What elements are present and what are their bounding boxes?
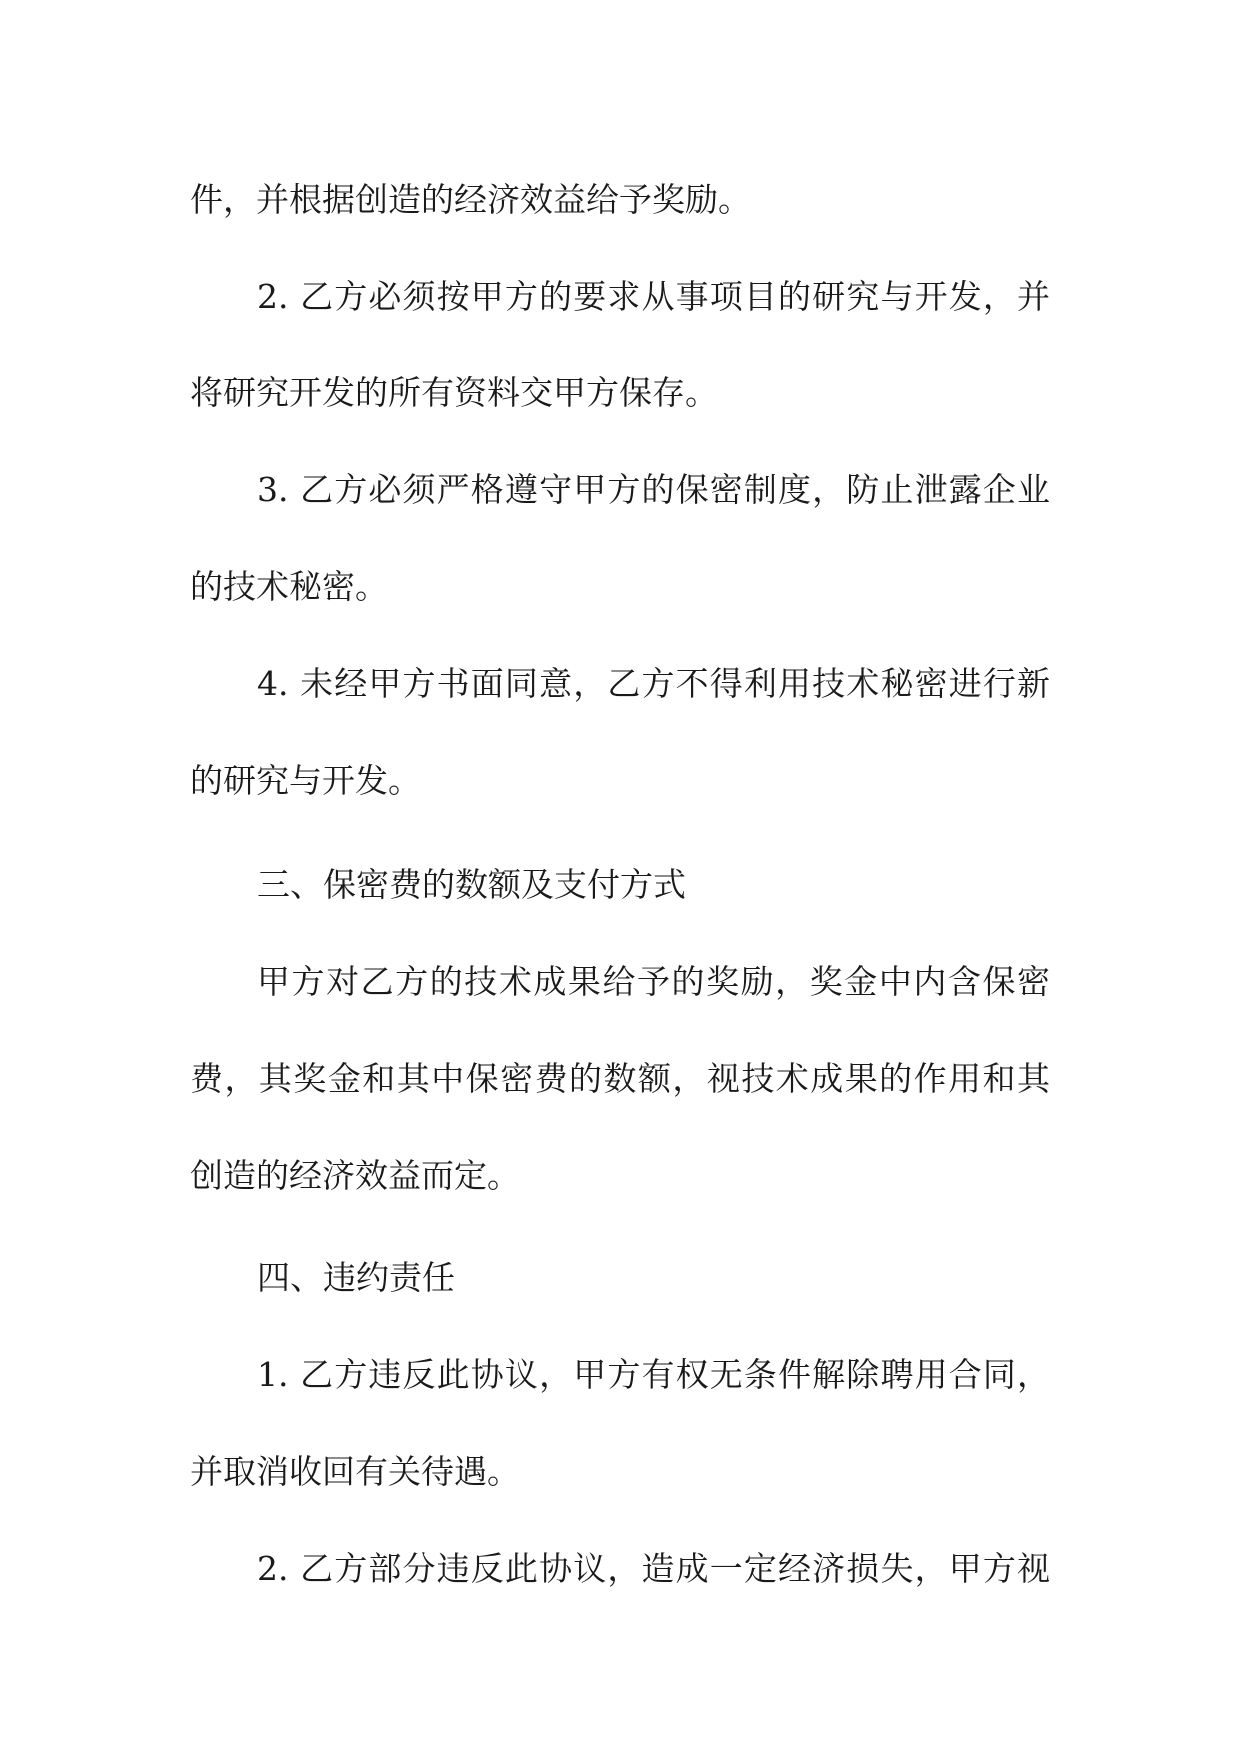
paragraph-line: 2. 乙方必须按甲方的要求从事项目的研究与开发，并 — [257, 277, 1050, 316]
paragraph-line: 的研究与开发。 — [190, 761, 421, 800]
paragraph-line: 并取消收回有关待遇。 — [190, 1452, 520, 1491]
section-heading: 四、违约责任 — [257, 1258, 455, 1297]
paragraph-line: 3. 乙方必须严格遵守甲方的保密制度，防止泄露企业 — [257, 470, 1050, 509]
paragraph-line: 4. 未经甲方书面同意，乙方不得利用技术秘密进行新 — [257, 664, 1050, 703]
paragraph-line: 的技术秘密。 — [190, 567, 388, 606]
paragraph-line: 件，并根据创造的经济效益给予奖励。 — [190, 180, 751, 219]
paragraph-line: 2. 乙方部分违反此协议，造成一定经济损失，甲方视 — [257, 1549, 1050, 1588]
paragraph-line: 费，其奖金和其中保密费的数额，视技术成果的作用和其 — [190, 1059, 1050, 1098]
paragraph-line: 甲方对乙方的技术成果给予的奖励，奖金中内含保密 — [257, 962, 1050, 1001]
paragraph-line: 创造的经济效益而定。 — [190, 1156, 520, 1195]
paragraph-line: 1. 乙方违反此协议，甲方有权无条件解除聘用合同， — [257, 1355, 1050, 1394]
section-heading: 三、保密费的数额及支付方式 — [257, 865, 686, 904]
paragraph-line: 将研究开发的所有资料交甲方保存。 — [190, 373, 718, 412]
